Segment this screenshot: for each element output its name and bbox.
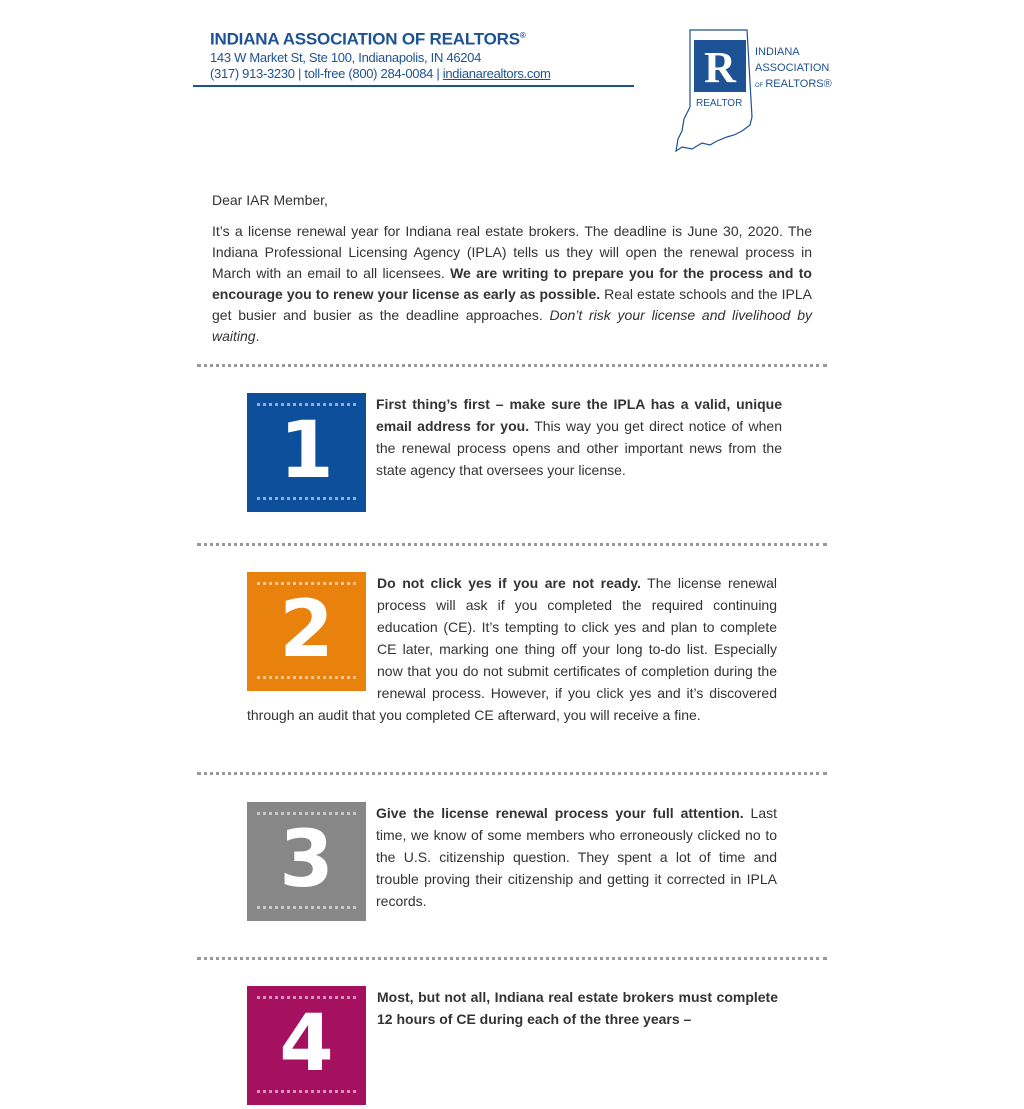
contact-line: (317) 913-3230 | toll-free (800) 284-0084 | indianarealtors.com [210, 65, 551, 81]
step-number-badge: 3 [247, 802, 366, 921]
dotted-divider [197, 364, 827, 367]
header-rule [193, 85, 634, 87]
greeting: Dear IAR Member, [212, 192, 328, 208]
step-3: 3 Give the license renewal process your full attention. Last time, we know of some members who erroneously clicked no to the U.S. citizenship question. They spent a lot of time and trouble proving their citizenship and getting it corrected in IPLA records. [247, 802, 777, 925]
address: 143 W Market St, Ste 100, Indianapolis, IN 46204 [210, 49, 482, 65]
tollfree-phone: toll-free (800) 284-0084 [304, 65, 434, 81]
step-number-badge: 2 [247, 572, 366, 691]
step-4: 4 Most, but not all, Indiana real estate brokers must complete 12 hours of CE during each of the three years – [247, 986, 778, 1109]
logo-line1: INDIANA [755, 46, 800, 58]
dotted-divider [197, 957, 827, 960]
dotted-divider [197, 772, 827, 775]
logo-line3: OF REALTORS® [755, 78, 832, 90]
letterhead [210, 26, 551, 82]
org-name: INDIANA ASSOCIATION OF REALTORS® [210, 29, 526, 49]
logo-r-letter: R [704, 43, 736, 92]
step-1: 1 First thing’s first – make sure the IPLA has a valid, unique email address for you. This way you get direct notice of when the renewal process opens and other important news from the state agency that oversees your license. [247, 393, 782, 516]
website-link[interactable]: indianarealtors.com [442, 65, 551, 81]
step-number-badge: 4 [247, 986, 366, 1105]
dotted-divider [197, 543, 827, 546]
step-2: 2 Do not click yes if you are not ready. The license renewal process will ask if you completed the required continuing education (CE). It’s tempting to click yes and plan to complete CE later, marking one thing off your long to-do list. Especially now that you do not submit certificates of completion during the renewal process. However, if you click yes and it’s discovered through an audit that you completed CE afterward, you will receive a fine. [247, 572, 777, 726]
letter-body [212, 190, 812, 357]
realtor-indiana-logo [672, 27, 832, 155]
phone: (317) 913-3230 [210, 65, 295, 81]
logo-line2: ASSOCIATION [755, 62, 830, 74]
step-number-badge: 1 [247, 393, 366, 512]
intro-paragraph: It’s a license renewal year for Indiana real estate brokers. The deadline is June 30, 2020. The Indiana Professional Licensing Agency (IPLA) tells us they will open the renewal process in March with an email to all licensees. We are writing to prepare you for the process and to encourage you to renew your license as early as possible. Real estate schools and the IPLA get busier and busier as the deadline approaches. Don’t risk your license and livelihood by waiting. [212, 223, 812, 344]
logo-realtor: REALTOR [696, 98, 743, 109]
